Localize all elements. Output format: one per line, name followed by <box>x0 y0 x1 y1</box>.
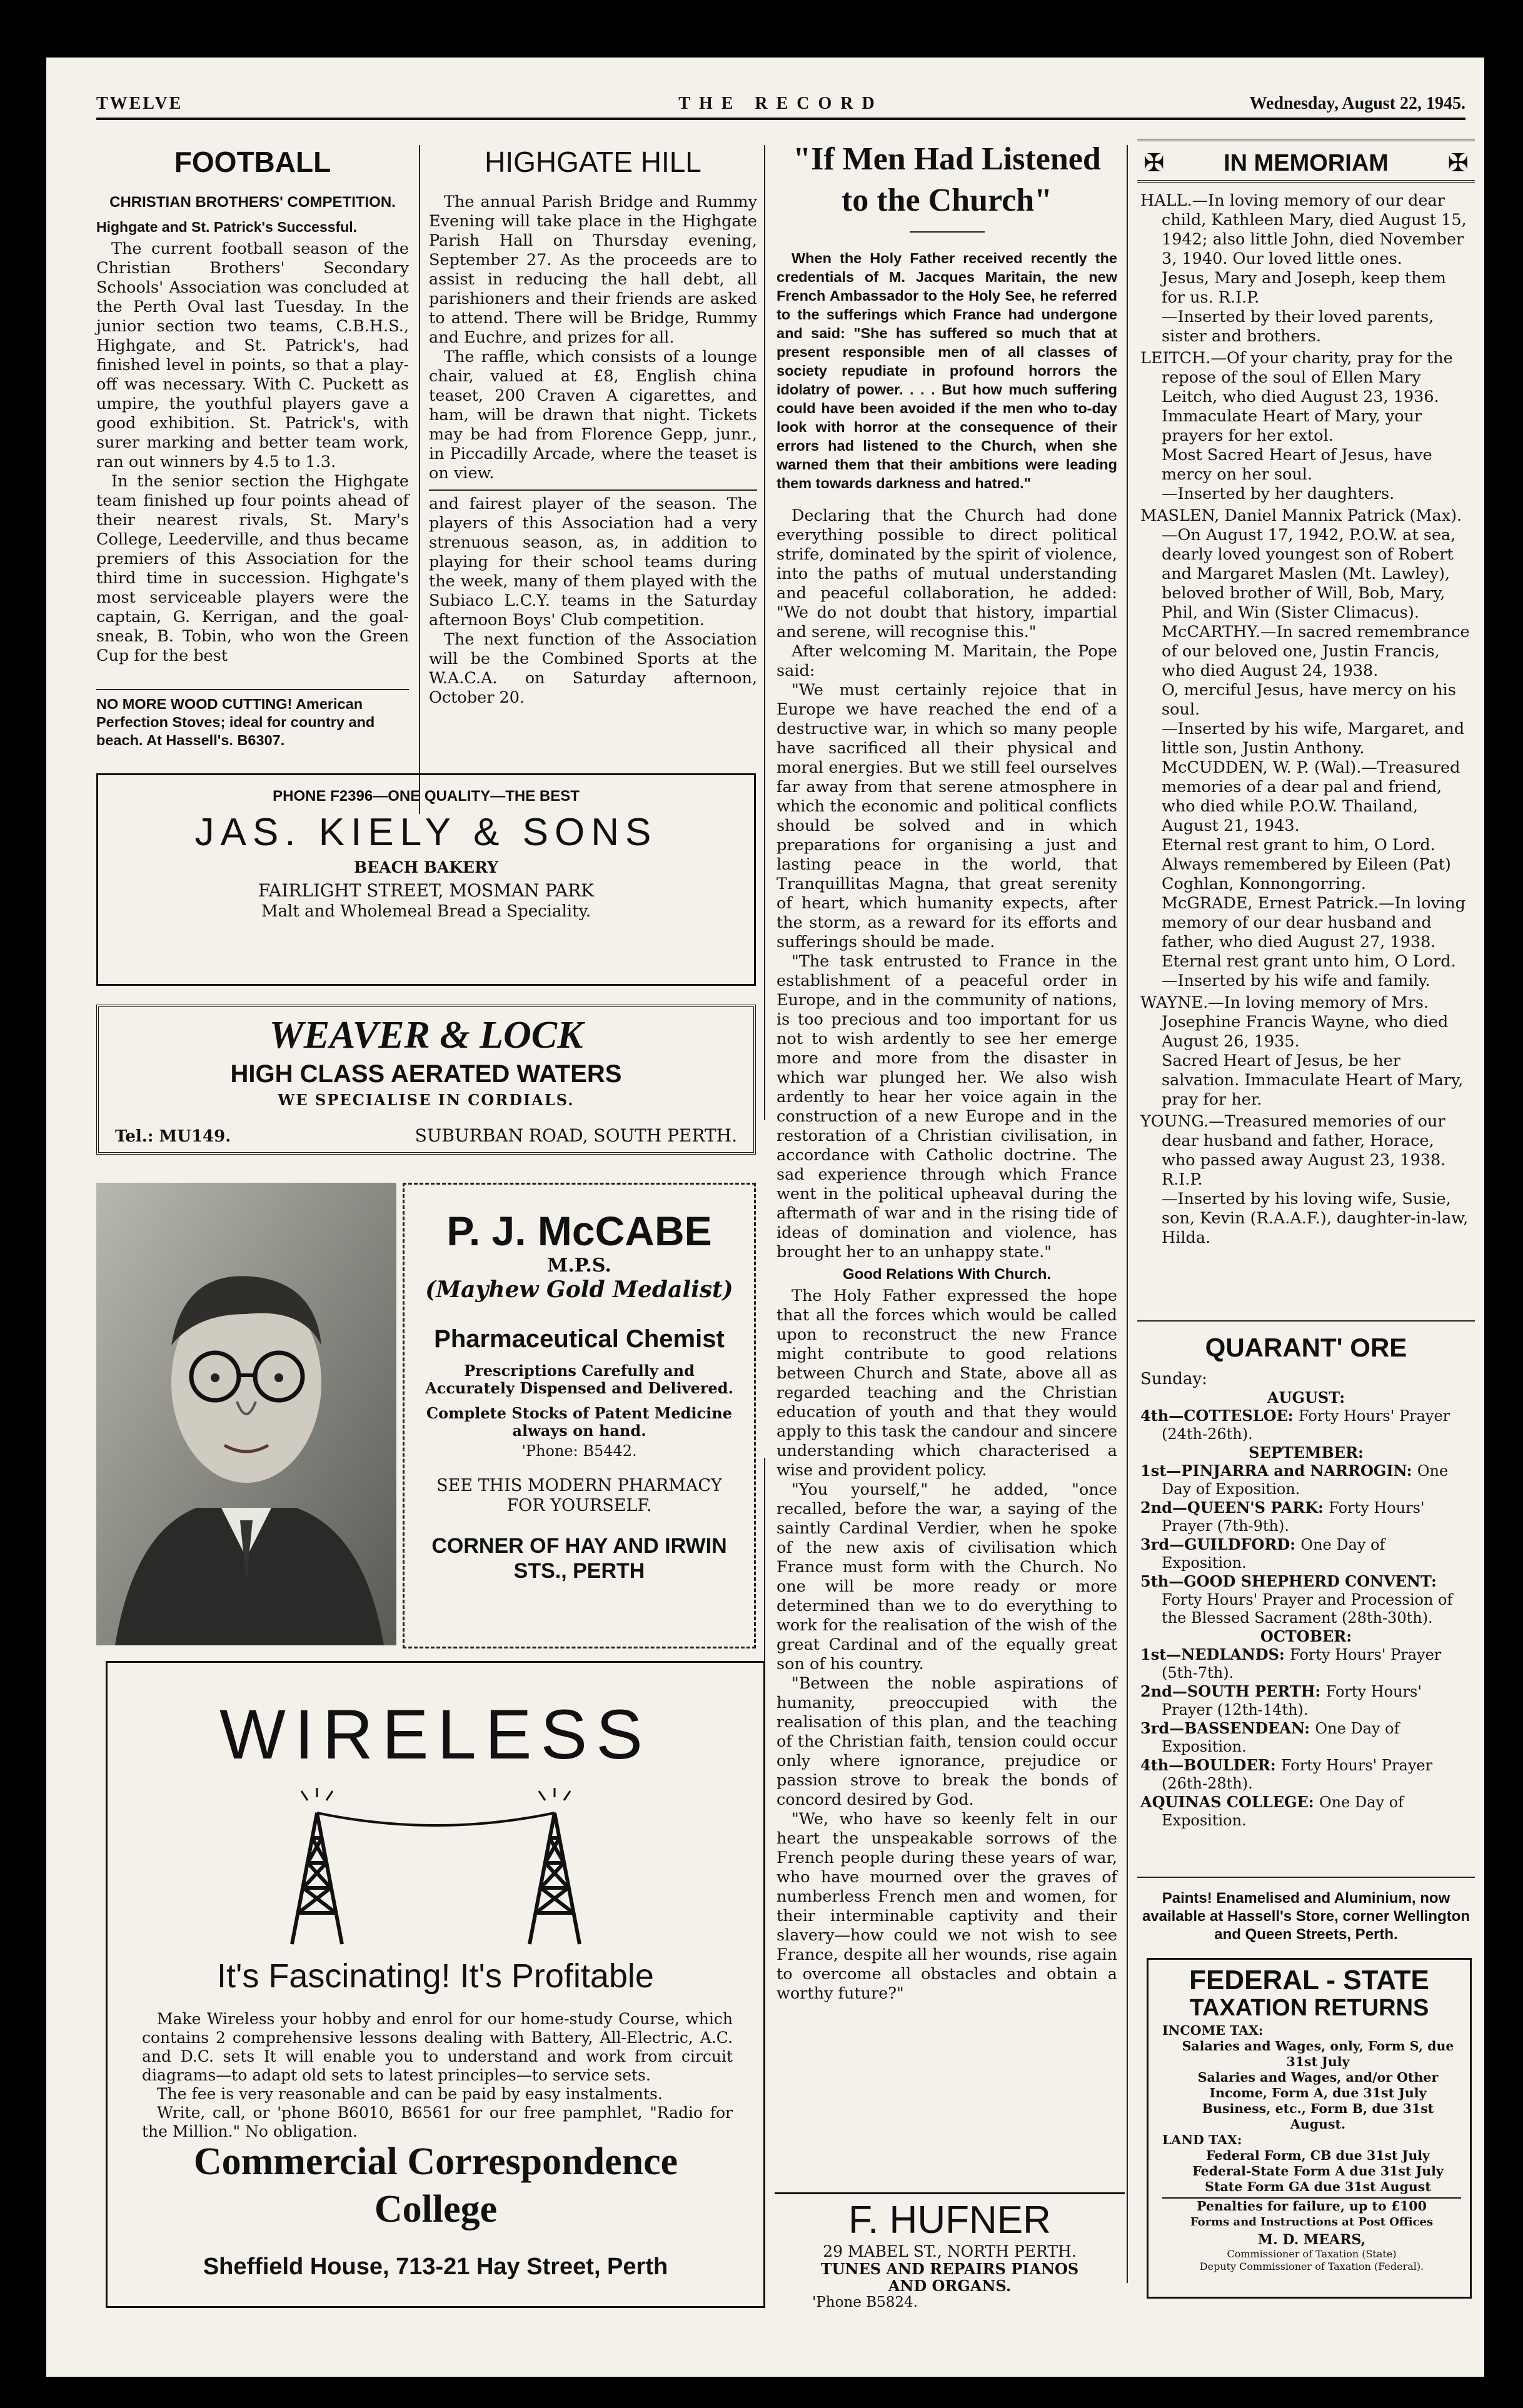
paragraph: After welcoming M. Maritain, the Pope said: <box>777 642 1117 680</box>
ad-college-name: Commercial Correspondence College <box>193 2140 678 2230</box>
article-subtitle: CHRISTIAN BROTHERS' COMPETITION. <box>109 194 396 211</box>
schedule-detail: One Day of Exposition. <box>1162 1462 1449 1498</box>
ad-phone: 'Phone: B5442. <box>521 1442 637 1460</box>
commissioner-name: M. D. MEARS, <box>1257 2232 1366 2248</box>
memoriam-entry: McCARTHY.—In sacred remembrance of our beloved one, Justin Francis, who died August 24, 1938. <box>1162 623 1470 680</box>
schedule-detail: Forty Hours' Prayer (12th-14th). <box>1162 1683 1422 1718</box>
tax-item: Federal Form, CB due 31st July <box>1206 2148 1430 2163</box>
paragraph: "We, who have so keenly felt in our heart the unspeakable sorrows of the French people during these years of war, who have mourned over the graves of numberless French men and women, for their interminable captivity and their slavery—how could we not wish to see France, despite all her wounds, rise again to overcome all obstacles and obtain a worthy future?" <box>777 1810 1117 2003</box>
paragraph: Make Wireless your hobby and enrol for our home-study Course, which contains 2 comprehensive lessons dealing with Battery, All-Electric, A.C. and D.C. sets It will enable you to understand and work from circuit diagrams—to adapt old sets to latest principles—to service sets. <box>142 2010 733 2084</box>
memoriam-entry: —Inserted by their loved parents, sister and brothers. <box>1162 308 1434 346</box>
article-title: "If Men Had Listened to the Church" <box>793 141 1101 218</box>
schedule-item <box>1140 1793 1472 1830</box>
kiely-bakery-ad <box>96 773 756 986</box>
article-subhead: Highgate and St. Patrick's Successful. <box>96 219 358 235</box>
ad-tel: Tel.: MU149. <box>115 1127 231 1146</box>
memoriam-entry: —Inserted by his loving wife, Susie, son, Kevin (R.A.A.F.), daughter-in-law, Hilda. <box>1162 1190 1469 1247</box>
ad-business-name: JAS. KIELY & SONS <box>194 811 658 854</box>
taxation-returns-notice <box>1147 1958 1472 2299</box>
ad-line: Complete Stocks of Patent Medicine always on hand. <box>426 1404 732 1440</box>
schedule-label: Sunday: <box>1140 1370 1207 1388</box>
memoriam-entry: MASLEN, Daniel Mannix Patrick (Max).—On August 17, 1942, P.O.W. at sea, dearly loved youngest son of Robert and Margaret Maslen (Mt. Lawley), beloved brother of Will, Bob, Mary, Phil, and Win (Sister Climacus). <box>1140 506 1462 622</box>
memoriam-entry: Sacred Heart of Jesus, be her salvation. Immaculate Heart of Mary, pray for her. <box>1162 1051 1464 1109</box>
paragraph: Write, call, or 'phone B6010, B6561 for our free pamphlet, "Radio for the Million." No obligation. <box>142 2104 733 2140</box>
notice-title: FEDERAL - STATE <box>1189 1965 1429 1995</box>
tax-item: Salaries and Wages, and/or Other Income, Form A, due 31st July <box>1197 2070 1439 2100</box>
memoriam-entry: HALL.—In loving memory of our dear child, Kathleen Mary, died August 15, 1942; also little John, died November 3, 1940. Our loved little ones. <box>1140 191 1467 268</box>
notice-title: TAXATION RETURNS <box>1189 1995 1429 2021</box>
paragraph: "You yourself," he added, "once recalled, before the war, a saying of the saintly Cardinal Verdier, when he spoke of the new axis of civilisation which France must form with the Church. No one will be more ready or more determined than we to do everything to work for the realisation of the wish of the great Cardinal and of the equally great son of his country. <box>777 1480 1117 1673</box>
ad-title: WIRELESS <box>219 1695 651 1773</box>
tax-item: State Form GA due 31st August <box>1205 2179 1431 2194</box>
masthead: THE RECORD <box>678 94 883 113</box>
weaver-lock-ad <box>96 1005 756 1155</box>
wireless-course-ad <box>106 1661 765 2308</box>
schedule-detail: Forty Hours' Prayer and Procession of the Blessed Sacrament (28th-30th). <box>1162 1591 1453 1627</box>
schedule-item <box>1140 1645 1472 1682</box>
schedule-item <box>1140 1756 1472 1793</box>
memoriam-entry: Immaculate Heart of Mary, your prayers for her extol. <box>1162 407 1422 445</box>
schedule-place: 1st—PINJARRA and NARROGIN: <box>1140 1462 1417 1480</box>
schedule-place: 4th—COTTESLOE: <box>1140 1407 1299 1425</box>
memoriam-entry: Eternal rest grant unto him, O Lord. <box>1162 952 1456 971</box>
memoriam-entry: O, merciful Jesus, have mercy on his soul. <box>1162 681 1456 719</box>
schedule-item <box>1140 1719 1472 1756</box>
paragraph: The Holy Father expressed the hope that all the forces which would be called upon to reconstruct the new France might contribute to good relations between Church and State, above all as regarded teaching and the Christian education of youth and that they would apply to this task the candour and sincere understanding which characterised a wise and provident policy. <box>777 1287 1117 1480</box>
memoriam-entry: —Inserted by his wife, Margaret, and little son, Justin Anthony. <box>1162 720 1465 758</box>
article-lead: When the Holy Father received recently the credentials of M. Jacques Maritain, the new French Ambassador to the Holy See, he referred to the sufferings which France had undergone and said: "She has suffered so much that at present responsible men of all classes of society repudiate in profound horrors the idolatry of power. . . . But how much suffering could have been avoided if the men who to-day look with horror at the consequence of their errors had listened to the Church, when she warned them that their ambitions were leading them towards darkness and hatred." <box>777 250 1117 491</box>
month-heading: OCTOBER: <box>1260 1627 1352 1645</box>
tax-item: Business, etc., Form B, due 31st August. <box>1202 2101 1434 2132</box>
commissioner-title: Deputy Commissioner of Taxation (Federal). <box>1199 2260 1424 2272</box>
schedule-place: AQUINAS COLLEGE: <box>1140 1793 1319 1811</box>
month-heading: AUGUST: <box>1267 1388 1345 1407</box>
paragraph: The fee is very reasonable and can be paid by easy instalments. <box>157 2085 663 2103</box>
commissioner-title: Commissioner of Taxation (State) <box>1227 2248 1397 2260</box>
ad-line: TUNES AND REPAIRS PIANOS AND ORGANS. <box>820 2260 1079 2295</box>
cross-icon: ✠ <box>1447 149 1469 178</box>
schedule-place: 4th—BOULDER: <box>1140 1756 1281 1774</box>
memoriam-entry: Always remembered by Eileen (Pat) Coghlan, Konnongorring. <box>1162 855 1451 893</box>
hufner-ad <box>775 2192 1125 2310</box>
church-article <box>777 139 1117 2064</box>
ad-address: 29 MABEL ST., NORTH PERTH. <box>823 2242 1077 2260</box>
schedule-detail: One Day of Exposition. <box>1162 1793 1404 1829</box>
schedule-detail: One Day of Exposition. <box>1162 1720 1400 1755</box>
schedule-detail: Forty Hours' Prayer (24th-26th). <box>1162 1407 1450 1443</box>
paragraph: "We must certainly rejoice that in Europe we have reached the end of a destructive war, in which so many people have sacrificed all their physical and moral energies. But we still feel ourselves far away from that serene atmosphere in which the economic and political conflicts should be solved and in which preparations for organising a just and lasting peace in the world, that Tranquillitas Magna, that great serenity of heart, which humanity expects, after the storm, as a reward for its efforts and sufferings should be made. <box>777 681 1117 951</box>
paragraph: "Between the noble aspirations of humanity, preoccupied with the realisation of this plan, and the teaching of the Christian faith, tension could occur only where ignorance, prejudice or passion strove to break the bonds of concord desired by God. <box>777 1674 1117 1809</box>
ad-business-name: P. J. McCABE <box>446 1208 712 1254</box>
schedule-item <box>1140 1572 1472 1627</box>
quarant-ore-schedule <box>1140 1370 1472 1914</box>
ad-tagline: It's Fascinating! It's Profitable <box>217 1957 654 1995</box>
ad-line: Malt and Wholemeal Bread a Speciality. <box>261 902 591 921</box>
schedule-place: 2nd—SOUTH PERTH: <box>1140 1682 1326 1700</box>
memoriam-entry: Jesus, Mary and Joseph, keep them for us. R.I.P. <box>1162 269 1446 307</box>
section-label: INCOME TAX: <box>1162 2023 1264 2038</box>
schedule-item <box>1140 1535 1472 1572</box>
memoriam-entry: Eternal rest grant to him, O Lord. <box>1162 836 1435 855</box>
section-title: IN MEMORIAM <box>1224 150 1389 176</box>
paragraph: The current football season of the Christian Brothers' Secondary Schools' Association was concluded at the Perth Oval last Tuesday. In the junior section two teams, C.B.H.S., Highgate, and St. Patrick's, had finished level in points, so that a play-off was necessary. With C. Puckett as umpire, the youthful players gave a good exhibition. St. Patrick's, with surer marking and better team work, ran out winners by 4.5 to 1.3. <box>96 239 409 471</box>
paints-ad: Paints! Enamelised and Aluminium, now available at Hassell's Store, corner Wellington and Queen Streets, Perth. <box>1142 1890 1470 1943</box>
memoriam-entry: WAYNE.—In loving memory of Mrs. Josephine Francis Wayne, who died August 26, 1935. <box>1140 993 1449 1051</box>
page-number: TWELVE <box>96 94 183 113</box>
tax-forms: Forms and Instructions at Post Offices <box>1190 2215 1434 2229</box>
portrait-image <box>96 1183 396 1645</box>
schedule-item <box>1140 1682 1472 1719</box>
ad-line: HIGH CLASS AERATED WATERS <box>230 1060 622 1088</box>
month-heading: SEPTEMBER: <box>1249 1443 1364 1462</box>
ad-line: (Mayhew Gold Medalist) <box>425 1277 733 1303</box>
newspaper-page <box>46 58 1484 2377</box>
memoriam-list <box>1140 189 1472 1377</box>
paragraph: The raffle, which consists of a lounge chair, valued at £8, English china teaset, 200 Craven A cigarettes, and ham, will be drawn that night. Tickets may be had from Florence Gepp, junr., in Piccadilly Arcade, where the teaset is on view. <box>429 348 757 483</box>
memoriam-entry: —Inserted by her daughters. <box>1162 484 1395 503</box>
ad-line: Pharmaceutical Chemist <box>434 1325 725 1353</box>
ad-line: SEE THIS MODERN PHARMACY FOR YOURSELF. <box>436 1476 722 1515</box>
schedule-detail: Forty Hours' Prayer (5th-7th). <box>1162 1646 1442 1682</box>
ad-body <box>142 2010 733 2141</box>
schedule-place: 5th—GOOD SHEPHERD CONVENT: <box>1140 1572 1437 1590</box>
ad-business-name: F. HUFNER <box>848 2199 1051 2242</box>
ad-line: WE SPECIALISE IN CORDIALS. <box>278 1091 575 1109</box>
memoriam-entry: Most Sacred Heart of Jesus, have mercy on her soul. <box>1162 446 1432 484</box>
ad-phone-line: PHONE F2396—ONE QUALITY—THE BEST <box>273 788 580 805</box>
article-title: HIGHGATE HILL <box>485 146 701 178</box>
section-title: QUARANT' ORE <box>1205 1333 1407 1362</box>
article-subhead: Good Relations With Church. <box>842 1266 1052 1283</box>
mccabe-chemist-ad <box>403 1183 756 1648</box>
schedule-detail: Forty Hours' Prayer (7th-9th). <box>1162 1499 1425 1535</box>
schedule-place: 1st—NEDLANDS: <box>1140 1645 1290 1663</box>
tax-penalty: Penalties for failure, up to £100 <box>1197 2199 1427 2214</box>
schedule-place: 2nd—QUEEN'S PARK: <box>1140 1498 1329 1517</box>
cross-icon: ✠ <box>1144 149 1165 178</box>
tax-item: Federal-State Form A due 31st July <box>1192 2164 1444 2179</box>
stoves-ad: NO MORE WOOD CUTTING! American Perfection Stoves; ideal for country and beach. At Hassell's. B6307. <box>96 696 375 748</box>
schedule-detail: Forty Hours' Prayer (26th-28th). <box>1162 1757 1433 1792</box>
section-label: LAND TAX: <box>1162 2132 1242 2147</box>
ad-business-name: WEAVER & LOCK <box>269 1014 583 1056</box>
radio-towers-icon <box>248 1788 623 1950</box>
memoriam-entry: YOUNG.—Treasured memories of our dear husband and father, Horace, who passed away August 23, 1938. R.I.P. <box>1140 1112 1446 1189</box>
schedule-item <box>1140 1462 1472 1498</box>
schedule-item <box>1140 1407 1472 1443</box>
schedule-place: 3rd—BASSENDEAN: <box>1140 1719 1315 1737</box>
schedule-item <box>1140 1498 1472 1535</box>
ad-street: FAIRLIGHT STREET, MOSMAN PARK <box>258 880 595 901</box>
ad-address: SUBURBAN ROAD, SOUTH PERTH. <box>415 1125 737 1146</box>
memoriam-header <box>1137 139 1475 183</box>
article-title: FOOTBALL <box>174 146 331 178</box>
paragraph: Declaring that the Church had done everything possible to direct political strife, dominated by the spirit of violence, into the paths of mutual understanding and peaceful collaboration, he added: "We do not doubt that history, impartial and serene, will recognise this." <box>777 506 1117 641</box>
paragraph: In the senior section the Highgate team finished up four points ahead of their nearest rivals, St. Mary's College, Leederville, and thus became premiers of this Association for the third time in succession. Highgate's most serviceable players were the captain, G. Kerrigan, and the goal-sneak, B. Tobin, who won the Green Cup for the best <box>96 472 409 665</box>
schedule-place: 3rd—GUILDFORD: <box>1140 1535 1301 1553</box>
portrait-photo <box>96 1183 396 1645</box>
memoriam-entry: —Inserted by his wife and family. <box>1162 971 1430 990</box>
page-header <box>96 89 1465 120</box>
issue-date: Wednesday, August 22, 1945. <box>1249 94 1465 113</box>
paragraph: "The task entrusted to France in the establishment of a peaceful order in Europe, and in the community of nations, is too precious and too important for us not to wish ardently to see her emerge more and more from the disaster in which war plunged her. We also wish ardently to hear her voice again in the construction of a new Europe and in the restoration of a Christian civilisation, in accordance with Catholic doctrine. The sad experience through which France went in the political upheaval during the aftermath of war and in the rising tide of ideas of domination and violence, has brought her to an unhappy state." <box>777 952 1117 1262</box>
ad-line: M.P.S. <box>547 1255 611 1277</box>
ad-address: CORNER OF HAY AND IRWIN STS., PERTH <box>431 1534 727 1583</box>
schedule-detail: One Day of Exposition. <box>1162 1536 1385 1572</box>
memoriam-entry: McCUDDEN, W. P. (Wal).—Treasured memories of a dear pal and friend, who died while P.O.W. Thailand, August 21, 1943. <box>1162 758 1460 835</box>
ad-sub: BEACH BAKERY <box>354 858 498 876</box>
paragraph: The annual Parish Bridge and Rummy Evening will take place in the Highgate Parish Hall on Thursday evening, September 27. As the proceeds are to assist in reducing the hall debt, all parishioners and their friends are asked to attend. There will be Bridge, Rummy and Euchre, and prizes for all. <box>429 193 757 347</box>
paragraph: and fairest player of the season. The players of this Association had a very strenuous season, as, in addition to playing for their school teams during the week, many of them played with the Subiaco L.C.Y. teams in the Saturday afternoon Boys' Club competition. <box>429 494 757 630</box>
ad-line: Prescriptions Carefully and Accurately Dispensed and Delivered. <box>425 1362 733 1397</box>
ad-phone: 'Phone B5824. <box>812 2294 918 2310</box>
memoriam-entry: LEITCH.—Of your charity, pray for the repose of the soul of Ellen Mary Leitch, who died August 23, 1936. <box>1140 349 1453 406</box>
memoriam-entry: McGRADE, Ernest Patrick.—In loving memory of our dear husband and father, who died August 27, 1938. <box>1162 894 1465 951</box>
highgate-article <box>429 145 757 808</box>
paragraph: The next function of the Association will be the Combined Sports at the W.A.C.A. on Saturday afternoon, October 20. <box>429 630 757 707</box>
ad-address: Sheffield House, 713-21 Hay Street, Perth <box>203 2254 668 2280</box>
tax-item: Salaries and Wages, only, Form S, due 31st July <box>1182 2039 1454 2069</box>
